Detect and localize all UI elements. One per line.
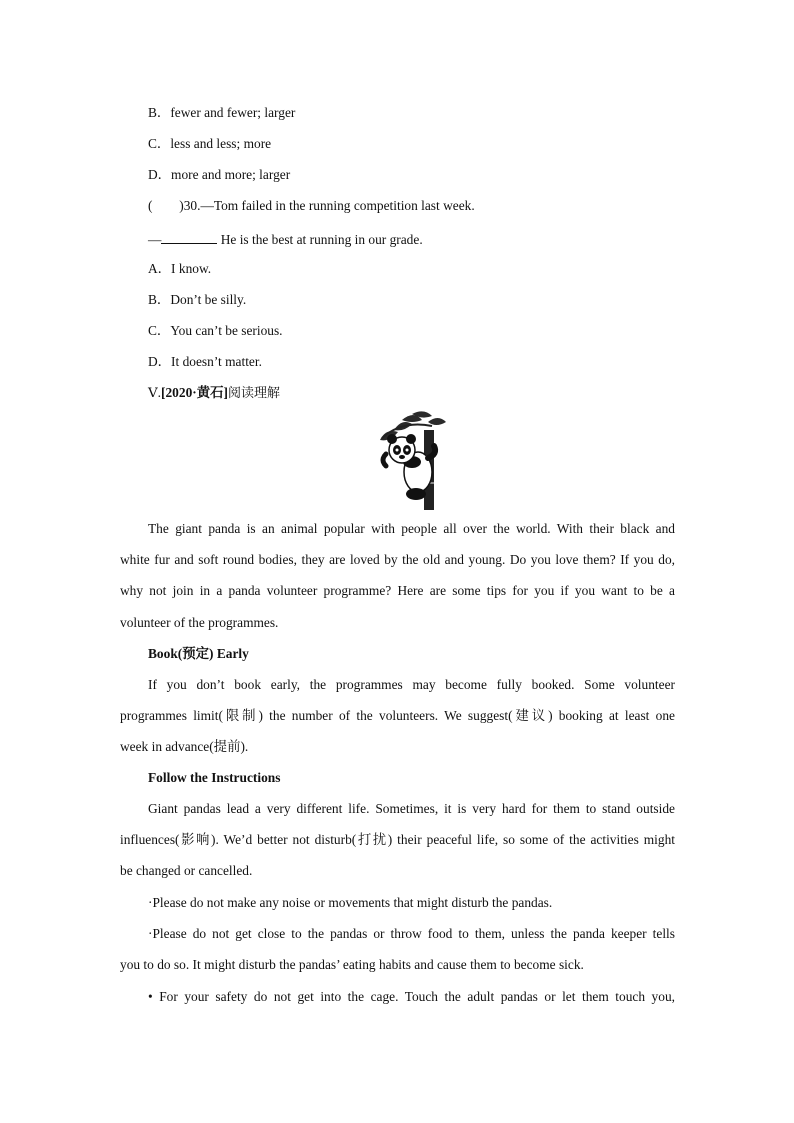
section-heading — [148, 384, 280, 403]
book-paragraph — [120, 669, 675, 763]
option-d-q29: D．more and more; larger — [148, 167, 291, 182]
bullet-2-line-1: ·Please do not get close to the pandas or throw food to them, unless the panda keeper tells — [148, 926, 675, 941]
option-a-q30: A．I know. — [148, 261, 212, 276]
option-c-q30: C．You can’t be serious. — [148, 323, 283, 338]
book-line-1: If you don’t book early, the programmes may become fully booked. Some volunteer — [148, 677, 675, 692]
bullet-3 — [120, 981, 675, 1012]
bullet-3-line-1: • For your safety do not get into the cage. Touch the adult pandas or let them touch you, — [148, 989, 675, 1004]
reply-dash: — — [148, 232, 162, 247]
question-30-stem: ( )30.—Tom failed in the running competition last week. — [148, 198, 475, 213]
section-numeral: Ⅴ. — [148, 385, 162, 400]
intro-line-4: volunteer of the programmes. — [120, 614, 279, 630]
section-title: 阅读理解 — [227, 386, 280, 401]
section-source: [2020·黄石] — [161, 385, 228, 400]
answer-blank — [161, 229, 217, 244]
intro-line-2: white fur and soft round bodies, they are loved by the old and young. Do you love them? If you do, — [120, 552, 675, 568]
follow-line-1: Giant pandas lead a very different life. Sometimes, it is very hard for them to stand outside — [148, 801, 675, 816]
option-b-q29: B．fewer and fewer; larger — [148, 105, 296, 120]
option-b-q30: B．Don’t be silly. — [148, 292, 247, 307]
bullet-2-line-2: you to do so. It might disturb the pandas’ eating habits and cause them to become sick. — [120, 957, 584, 973]
intro-line-1: The giant panda is an animal popular with people all over the world. With their black and — [148, 521, 675, 536]
bullet-1: ·Please do not make any noise or movements that might disturb the pandas. — [148, 895, 553, 910]
bullet-2 — [120, 918, 675, 980]
book-line-2: programmes limit(限制) the number of the volunteers. We suggest(建议) booking at least one — [120, 708, 675, 724]
intro-paragraph — [120, 513, 675, 638]
intro-line-3: why not join in a panda volunteer programme? Here are some tips for you if you want to be a — [120, 583, 675, 599]
reply-text: He is the best at running in our grade. — [217, 232, 423, 247]
option-d-q30: D．It doesn’t matter. — [148, 354, 262, 369]
follow-paragraph — [120, 793, 675, 887]
heading-book-early: Book(预定) Early — [148, 646, 249, 661]
follow-line-2: influences(影响). We’d better not disturb(打扰) their peaceful life, so some of the activities might — [120, 832, 675, 848]
panda-illustration — [372, 410, 450, 510]
book-line-3: week in advance(提前). — [120, 739, 249, 755]
follow-line-3: be changed or cancelled. — [120, 863, 253, 879]
heading-follow-instructions: Follow the Instructions — [148, 770, 281, 785]
question-30-reply — [148, 229, 423, 249]
option-c-q29: C．less and less; more — [148, 136, 272, 151]
